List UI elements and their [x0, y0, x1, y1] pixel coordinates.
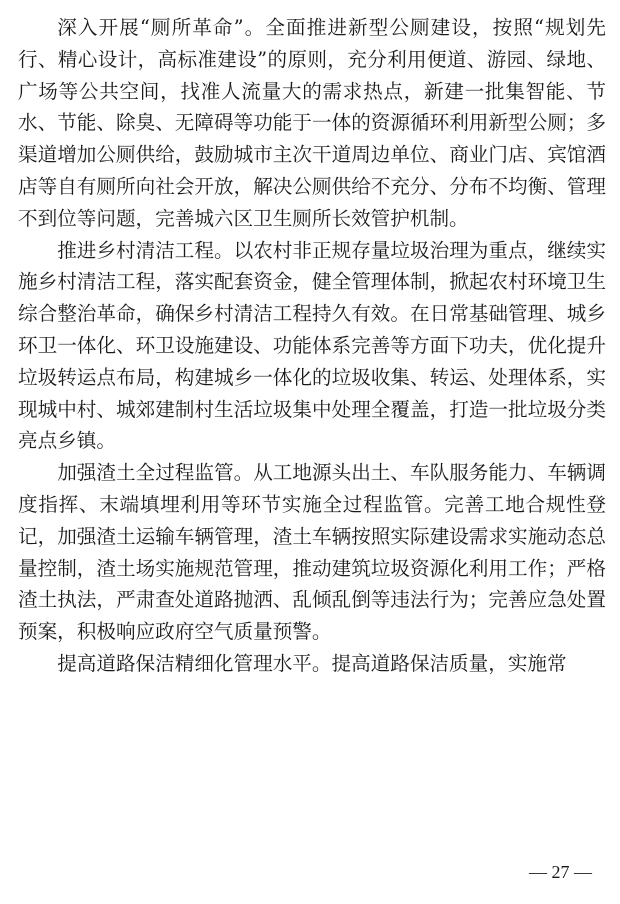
- paragraph-toilet-revolution: 深入开展“厕所革命”。全面推进新型公厕建设，按照“规划先行、精心设计，高标准建设”的原则，充分利用便道、游园、绿地、广场等公共空间，找准人流量大的需求热点，新建一批集智能、节水、节能、除臭、无障碍等功能于一体的资源循环利用新型公厕；多渠道增加公厕供给，鼓励城市主次干道周边单位、商业门店、宾馆酒店等自有厕所向社会开放，解决公厕供给不充分、分布不均衡、管理不到位等问题，完善城六区卫生厕所长效管护机制。: [18, 16, 606, 230]
- paragraph-muck-supervision: 加强渣土全过程监管。从工地源头出土、车队服务能力、车辆调度指挥、末端填埋利用等环节实施全过程监管。完善工地合规性登记，加强渣土运输车辆管理，渣土车辆按照实际建设需求实施动态总量控制，渣土场实施规范管理，推动建筑垃圾资源化利用工作；严格渣土执法，严肃查处道路抛洒、乱倾乱倒等违法行为；完善应急处置预案，积极响应政府空气质量预警。: [18, 461, 606, 644]
- paragraph-road-cleaning: 提高道路保洁精细化管理水平。提高道路保洁质量，实施常: [57, 651, 567, 675]
- paragraph-rural-cleaning: 推进乡村清洁工程。以农村非正规存量垃圾治理为重点，继续实施乡村清洁工程，落实配套资金，健全管理体制，掀起农村环境卫生综合整治革命，确保乡村清洁工程持久有效。在日常基础管理、城乡环卫一体化、环卫设施建设、功能体系完善等方面下功夫，优化提升垃圾转运点布局，构建城乡一体化的垃圾收集、转运、处理体系，实现城中村、城郊建制村生活垃圾集中处理全覆盖，打造一批垃圾分类亮点乡镇。: [18, 238, 606, 453]
- page-number: — 27 —: [529, 862, 592, 882]
- body-text: [18, 12, 606, 680]
